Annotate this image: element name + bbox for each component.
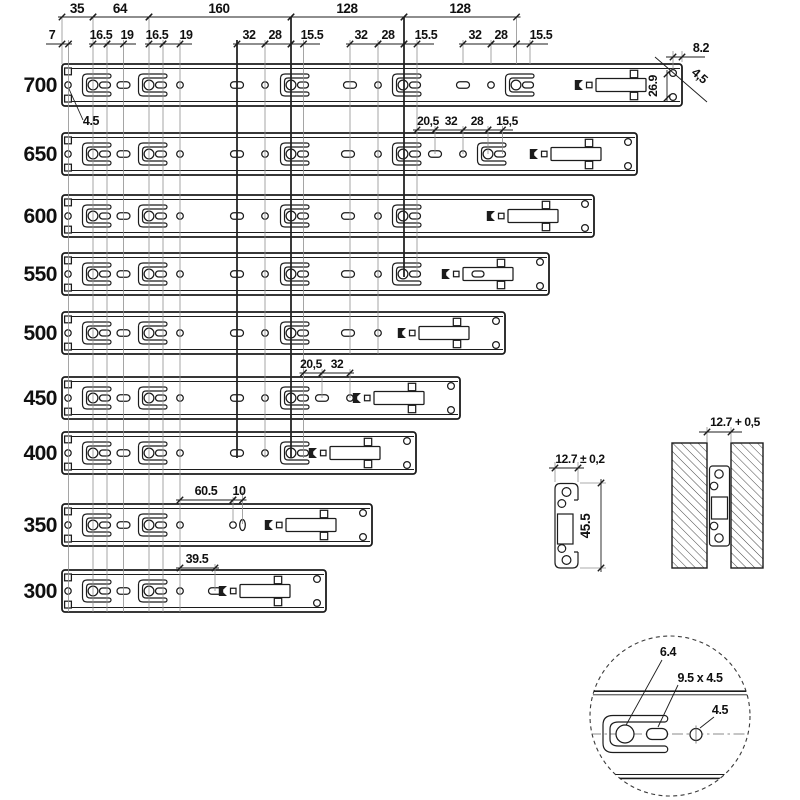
dimension-label: 28 [470,114,484,128]
hole-circle-icon [404,438,411,445]
rail-350 [23,504,372,546]
dimension-label: 12.7 + 0,5 [710,415,760,429]
dimension-15-5 [513,28,553,47]
latch-square-icon [587,82,593,88]
mount-square-icon [585,161,592,168]
rail-650 [23,133,637,175]
dimension-label: 20,5 [300,357,322,371]
dimension-label: 26.9 [646,75,660,97]
dimension-45-5 [578,479,604,572]
leader-label: 4.5 [82,114,100,128]
dimension-label: 32 [444,114,458,128]
hole-slot-icon [342,151,355,158]
leader-4-5 [700,703,729,728]
dimension-label: 60.5 [194,484,218,498]
hole-square-icon [65,164,72,171]
mount-square-icon [497,259,504,266]
hole-square-icon [65,343,72,350]
dimension-label: 28 [494,28,508,42]
ball-bearing-icon [715,534,723,542]
leader-label: 4.5 [711,703,729,717]
latch-square-icon [454,271,460,277]
detail-view [585,636,755,796]
hole-circle-icon [65,588,71,594]
hole-circle-icon [65,450,71,456]
leader-label: 9.5 x 4.5 [677,671,723,685]
dimension-label: 16.5 [145,28,169,42]
dimension-160 [145,1,295,20]
release-lever-icon [551,148,601,161]
hole-square-icon [65,535,72,542]
hole-square-icon [65,226,72,233]
latch-square-icon [365,395,371,401]
hole-circle-icon [448,383,455,390]
hole-circle-icon [65,213,71,219]
hole-circle-icon [582,225,589,232]
hole-circle-icon [65,330,71,336]
hole-circle-icon [537,259,544,266]
latch-square-icon [277,522,283,528]
rail-length-label: 400 [23,442,57,465]
dimension-15-5 [287,28,324,47]
release-lever-icon [419,327,469,340]
leader-label: 4,5 [688,65,711,87]
mounting-panel-left [672,443,707,568]
dimension-8-2 [666,41,710,60]
dimension-label: 7 [48,28,56,42]
release-lever-icon [240,585,290,598]
hole-circle-icon [488,82,495,89]
hole-circle-icon [404,462,411,469]
rail-length-label: 600 [23,205,57,228]
dimension-label: 10 [232,484,246,498]
mount-square-icon [320,532,327,539]
detail-hole-6-4 [616,725,634,743]
leader-6-4 [625,645,677,727]
hole-square-icon [65,436,72,443]
hole-circle-icon [493,342,500,349]
ball-bearing-icon [710,522,718,530]
dimension-10 [229,484,247,503]
dimension-label: 28 [268,28,282,42]
dimension-32 [318,357,354,376]
rail-length-label: 300 [23,580,57,603]
rail-500 [23,312,505,354]
latch-square-icon [542,151,548,157]
hole-circle-icon [582,201,589,208]
hole-square-icon [65,137,72,144]
detail-slot-9-5x4-5 [647,729,668,740]
dimension-label: 16.5 [89,28,113,42]
mount-square-icon [364,438,371,445]
release-lever-icon [463,268,513,281]
rail-length-label: 500 [23,322,57,345]
hole-slot-icon [472,271,484,277]
hole-circle-icon [448,407,455,414]
rail-length-label: 650 [23,143,57,166]
hole-square-icon [65,95,72,102]
release-lever-icon [286,519,336,532]
hole-square-icon [65,601,72,608]
dimension-label: 35 [69,1,85,16]
ball-bearing-icon [558,500,566,508]
rail-600 [23,195,594,237]
hole-slot-icon [342,213,355,220]
dimension-label: 19 [120,28,134,42]
latch-square-icon [410,330,416,336]
ball-bearing-icon [562,488,571,497]
hole-circle-icon [65,271,71,277]
hole-circle-icon [493,318,500,325]
dimension-label: 15.5 [414,28,438,42]
dimension-128 [400,1,521,20]
mount-square-icon [585,139,592,146]
mount-square-icon [274,576,281,583]
hole-circle-icon [314,600,321,607]
hole-circle-icon [360,510,367,517]
mount-square-icon [364,460,371,467]
hole-square-icon [65,574,72,581]
ball-bearing-icon [710,482,718,490]
dimension-12-7---0-2 [549,452,605,471]
hole-square-icon [65,199,72,206]
dimension-label: 128 [336,1,358,16]
dimension-15-5 [484,114,519,133]
rail-length-label: 700 [23,74,57,97]
dimension-60-5 [176,484,237,503]
mount-square-icon [408,405,415,412]
rail-length-label: 350 [23,514,57,537]
dimension-label: 160 [208,1,230,16]
hole-square-icon [65,381,72,388]
dimension-label: 20,5 [417,114,439,128]
rail-length-label: 450 [23,387,57,410]
cross-section-mounted [672,443,763,568]
dimension-label: 32 [468,28,482,42]
hole-circle-icon [230,522,237,529]
hole-square-icon [65,408,72,415]
dimension-label: 32 [354,28,368,42]
mount-square-icon [320,510,327,517]
dimension-label: 19 [179,28,193,42]
dimension-7 [46,28,72,47]
latch-square-icon [321,450,327,456]
dimension-label: 39.5 [185,552,209,566]
dimension-label: 8.2 [692,41,710,55]
dimension-label: 32 [242,28,256,42]
dimension-label: 12.7 ± 0,2 [555,452,605,466]
dimension-64 [89,1,153,20]
mount-square-icon [453,340,460,347]
latch-square-icon [231,588,237,594]
dimension-39-5 [176,552,219,571]
hole-circle-icon [65,151,71,157]
dimension-label: 15.5 [529,28,553,42]
mount-square-icon [542,201,549,208]
hole-square-icon [65,68,72,75]
hole-slot-icon [457,82,470,89]
hole-square-icon [65,257,72,264]
dimension-label: 28 [381,28,395,42]
mount-square-icon [630,92,637,99]
hole-circle-icon [537,283,544,290]
hole-circle-icon [65,82,71,88]
release-lever-icon [508,210,558,223]
dimension-label: 15.5 [300,28,324,42]
mount-square-icon [408,383,415,390]
hole-circle-icon [625,139,632,146]
leader-label: 6.4 [659,645,677,659]
hole-square-icon [65,508,72,515]
rail-400 [23,432,416,474]
dimension-label: 64 [112,1,128,16]
mount-square-icon [542,223,549,230]
mounting-panel-right [731,443,763,568]
hole-circle-icon [625,163,632,170]
mount-square-icon [630,70,637,77]
rail-length-label: 550 [23,263,57,286]
ball-bearing-icon [562,556,571,565]
dimension-15-5 [400,28,438,47]
release-lever-icon [374,392,424,405]
dimension-label: 45.5 [578,513,593,539]
dimension-label: 15,5 [496,114,518,128]
hole-circle-icon [65,395,71,401]
mount-square-icon [497,281,504,288]
mount-square-icon [453,318,460,325]
rail-450 [23,377,460,419]
hole-square-icon [65,463,72,470]
ball-bearing-icon [558,545,566,553]
hole-circle-icon [314,576,321,583]
cross-section-single [555,484,578,569]
dimension-label: 128 [449,1,471,16]
hole-circle-icon [360,534,367,541]
dimension-label: 32 [330,357,344,371]
hole-circle-icon [65,522,71,528]
latch-square-icon [499,213,505,219]
dimension-12-7---0-5 [699,415,761,435]
rail-700 [23,64,682,106]
ball-bearing-icon [715,470,723,478]
release-lever-icon [330,447,380,460]
mount-square-icon [274,598,281,605]
rail-550 [23,253,549,295]
release-lever-icon [596,79,646,92]
dimension-128 [287,1,408,20]
hole-square-icon [65,284,72,291]
hole-slot-icon [342,271,355,278]
hole-circle-icon [670,94,677,101]
hole-slot-icon [342,330,355,337]
hole-square-icon [65,316,72,323]
